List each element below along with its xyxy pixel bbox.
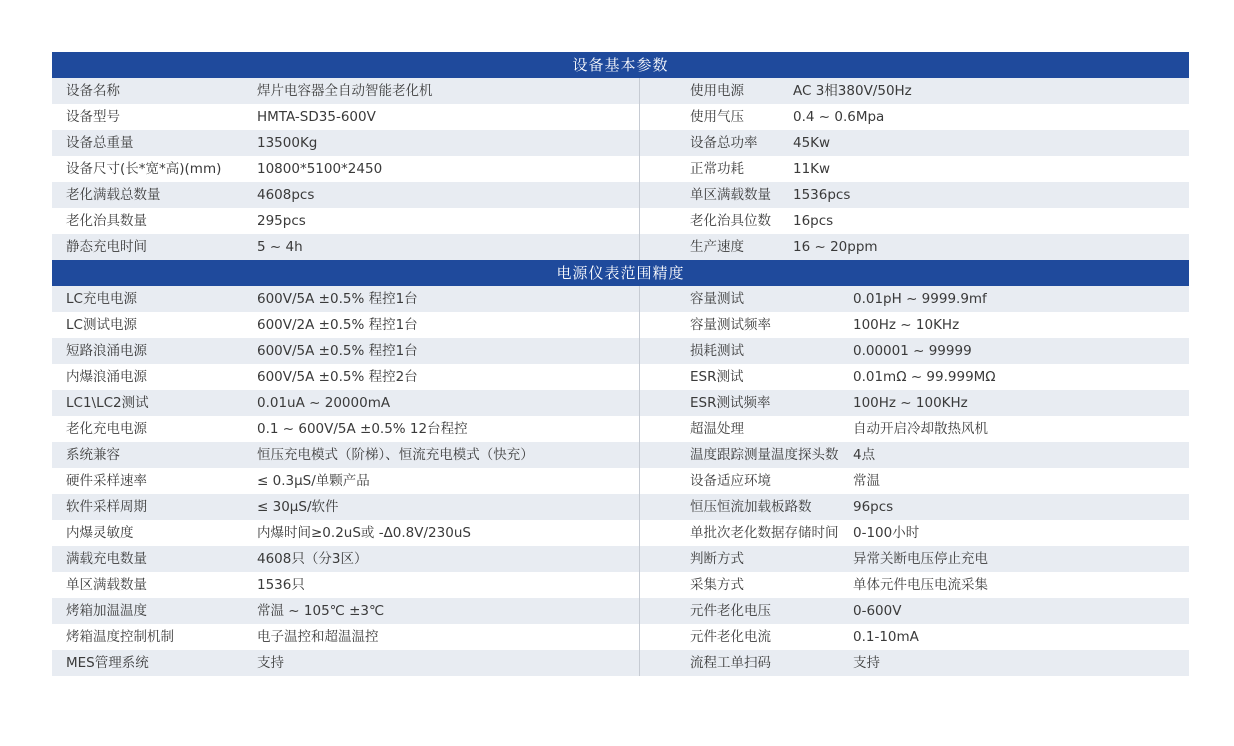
- param-value: 异常关断电压停止充电: [853, 551, 988, 567]
- param-value: 16pcs: [793, 213, 834, 229]
- param-value: 恒压充电模式（阶梯）、恒流充电模式（快充）: [257, 442, 640, 468]
- param-label: 短路浪涌电源: [66, 343, 147, 359]
- param-value: 0.1 ~ 600V/5A ±0.5% 12台程控: [257, 416, 640, 442]
- param-label: 使用气压: [690, 109, 744, 125]
- param-label: LC充电电源: [66, 291, 137, 307]
- table-row: [52, 364, 1189, 390]
- table-row: [52, 312, 1189, 338]
- param-value: 内爆时间≥0.2uS或 -Δ0.8V/230uS: [257, 520, 640, 546]
- param-label: 设备总功率: [690, 135, 758, 151]
- param-value: 支持: [853, 655, 880, 671]
- table-row: [52, 78, 1189, 104]
- param-value: 电子温控和超温温控: [257, 624, 640, 650]
- param-value: 100Hz ~ 10KHz: [853, 317, 960, 333]
- param-value: 0-100小时: [853, 525, 920, 541]
- spec-table: [52, 52, 1189, 676]
- param-label: ESR测试频率: [690, 395, 771, 411]
- param-value: 自动开启冷却散热风机: [853, 421, 988, 437]
- param-label: 生产速度: [690, 239, 744, 255]
- param-label: 容量测试: [690, 291, 744, 307]
- table-row: [52, 624, 1189, 650]
- table-row: [52, 520, 1189, 546]
- param-label: 流程工单扫码: [690, 655, 771, 671]
- param-value: 焊片电容器全自动智能老化机: [257, 78, 640, 104]
- param-value: 600V/5A ±0.5% 程控1台: [257, 338, 640, 364]
- table-row: [52, 572, 1189, 598]
- param-label: 系统兼容: [66, 447, 120, 463]
- param-value: 600V/2A ±0.5% 程控1台: [257, 312, 640, 338]
- param-label: 设备总重量: [66, 135, 134, 151]
- param-value: AC 3相380V/50Hz: [793, 83, 912, 99]
- param-value: 支持: [257, 650, 640, 676]
- param-value: 5 ~ 4h: [257, 234, 640, 260]
- param-value: 100Hz ~ 100KHz: [853, 395, 968, 411]
- param-label: 设备型号: [66, 109, 120, 125]
- param-label: 单区满载数量: [690, 187, 771, 203]
- param-value: 11Kw: [793, 161, 831, 177]
- basic-params-body: [52, 78, 1189, 260]
- param-label: 老化治具数量: [66, 213, 147, 229]
- param-value: 0.01uA ~ 20000mA: [257, 390, 640, 416]
- param-label: LC1\LC2测试: [66, 395, 149, 411]
- table-row: [52, 442, 1189, 468]
- param-label: 单区满载数量: [66, 577, 147, 593]
- table-row: [52, 494, 1189, 520]
- param-label: 超温处理: [690, 421, 744, 437]
- param-value: 1536只: [257, 572, 640, 598]
- param-label: 内爆灵敏度: [66, 525, 134, 541]
- param-value: 16 ~ 20ppm: [793, 239, 878, 255]
- param-label: 判断方式: [690, 551, 744, 567]
- param-label: 正常功耗: [690, 161, 744, 177]
- table-row: [52, 338, 1189, 364]
- param-label: LC测试电源: [66, 317, 137, 333]
- param-label: 元件老化电流: [690, 629, 771, 645]
- param-value: 0.4 ~ 0.6Mpa: [793, 109, 885, 125]
- table-row: [52, 546, 1189, 572]
- param-value: 45Kw: [793, 135, 831, 151]
- param-label: 内爆浪涌电源: [66, 369, 147, 385]
- param-label: 元件老化电压: [690, 603, 771, 619]
- section-header-power-instrument: 电源仪表范围精度: [52, 260, 1189, 286]
- param-value: 600V/5A ±0.5% 程控1台: [257, 286, 640, 312]
- param-value: 1536pcs: [793, 187, 851, 203]
- param-value: 4608只（分3区）: [257, 546, 640, 572]
- param-label: 老化满载总数量: [66, 187, 161, 203]
- table-row: [52, 208, 1189, 234]
- param-label: 设备适应环境: [690, 473, 771, 489]
- param-label: 软件采样周期: [66, 499, 147, 515]
- table-row: [52, 130, 1189, 156]
- param-value: 0.01pH ~ 9999.9mf: [853, 291, 987, 307]
- table-row: [52, 234, 1189, 260]
- param-value: ≤ 0.3μS/单颗产品: [257, 468, 640, 494]
- param-value: 13500Kg: [257, 130, 640, 156]
- param-value: 单体元件电压电流采集: [853, 577, 988, 593]
- table-row: [52, 104, 1189, 130]
- param-value: 常温: [853, 473, 880, 489]
- param-value: 0.01mΩ ~ 99.999MΩ: [853, 369, 996, 385]
- param-label: 老化充电电源: [66, 421, 147, 437]
- table-row: [52, 416, 1189, 442]
- param-value: 295pcs: [257, 208, 640, 234]
- param-value: 0.00001 ~ 99999: [853, 343, 972, 359]
- param-value: 0.1-10mA: [853, 629, 919, 645]
- param-label: 容量测试频率: [690, 317, 771, 333]
- param-label: 温度跟踪测量温度探头数: [690, 447, 839, 463]
- param-value: 0-600V: [853, 603, 902, 619]
- param-label: 设备尺寸(长*宽*高)(mm): [66, 161, 222, 177]
- power-instrument-body: [52, 286, 1189, 676]
- param-label: 满载充电数量: [66, 551, 147, 567]
- param-value: HMTA-SD35-600V: [257, 104, 640, 130]
- param-label: 烤箱加温温度: [66, 603, 147, 619]
- param-label: 损耗测试: [690, 343, 744, 359]
- param-label: 静态充电时间: [66, 239, 147, 255]
- param-label: 硬件采样速率: [66, 473, 147, 489]
- param-label: 烤箱温度控制机制: [66, 629, 174, 645]
- table-row: [52, 286, 1189, 312]
- param-label: 使用电源: [690, 83, 744, 99]
- section-header-basic-params: 设备基本参数: [52, 52, 1189, 78]
- table-row: [52, 182, 1189, 208]
- param-value: 600V/5A ±0.5% 程控2台: [257, 364, 640, 390]
- param-value: ≤ 30μS/软件: [257, 494, 640, 520]
- table-row: [52, 468, 1189, 494]
- param-label: MES管理系统: [66, 655, 149, 671]
- param-label: 老化治具位数: [690, 213, 771, 229]
- param-value: 4点: [853, 447, 876, 463]
- param-value: 4608pcs: [257, 182, 640, 208]
- table-row: [52, 390, 1189, 416]
- table-row: [52, 598, 1189, 624]
- param-value: 96pcs: [853, 499, 894, 515]
- param-label: ESR测试: [690, 369, 744, 385]
- param-label: 单批次老化数据存储时间: [690, 525, 839, 541]
- table-row: [52, 156, 1189, 182]
- param-label: 采集方式: [690, 577, 744, 593]
- param-label: 设备名称: [66, 83, 120, 99]
- table-row: [52, 650, 1189, 676]
- param-value: 10800*5100*2450: [257, 156, 640, 182]
- param-label: 恒压恒流加载板路数: [690, 499, 812, 515]
- param-value: 常温 ~ 105℃ ±3℃: [257, 598, 640, 624]
